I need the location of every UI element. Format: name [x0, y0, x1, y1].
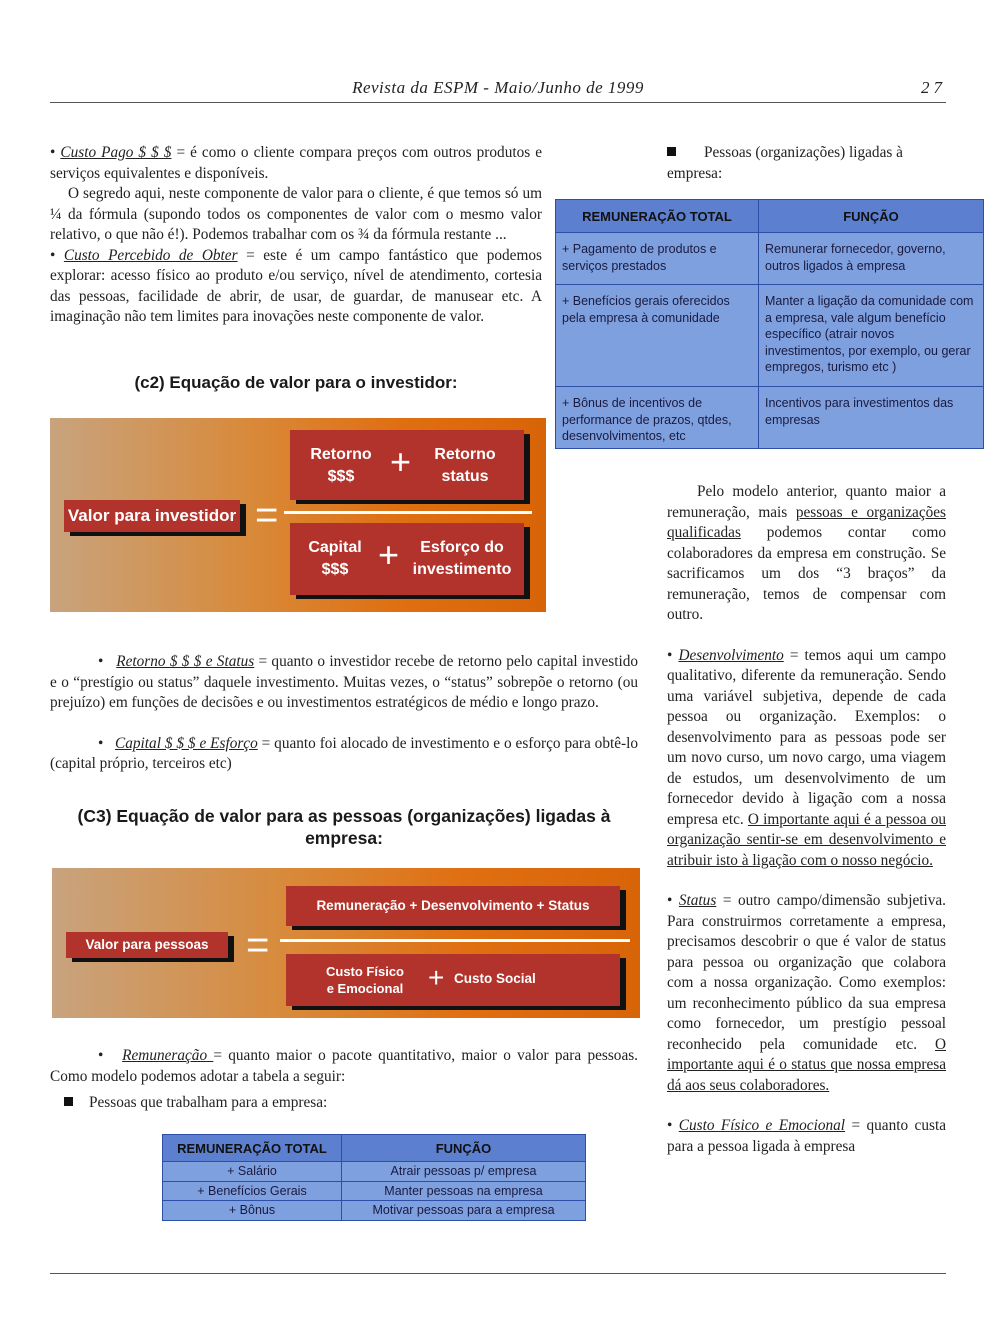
table-cell: Manter a ligação da comunidade com a empresa, vale algum benefício específico (atrair novos investimentos, por exemplo, ou gerar empregos, turismo etc ) — [759, 285, 984, 387]
table-cell: + Bônus de incentivos de performance de prazos, qtdes, desenvolvimentos, etc — [556, 387, 759, 449]
equals-sign: = — [255, 493, 279, 537]
square-bullet-icon — [667, 147, 676, 156]
term-retorno-status: Retorno $ $ $ e Status — [116, 653, 255, 670]
table-cell: + Salário — [163, 1162, 342, 1182]
term-custo-percebido: Custo Percebido de Obter — [63, 246, 238, 264]
table-cell: Incentivos para investimentos das empresas — [759, 387, 984, 449]
right-column-intro — [667, 143, 947, 184]
plus-sign: + — [390, 441, 412, 482]
investor-value-label: Valor para investidor — [64, 500, 240, 532]
paragraph-segredo: O segredo aqui, neste componente de valor para o cliente, é que temos só um ¼ da fórmula (supondo todos os componentes de valor com o mesmo valor relativo, o que não é!). Podemos trabalhar com os ¾ da fórmula restante ... — [50, 185, 542, 243]
paragraph-custo-percebido: • Custo Percebido de Obter = este é um campo fantástico que podemos explorar: acesso físico ao produto e/ou serviço, nível de atendimento, cortesia das pessoas, facilidade de abrir, de usar, de guardar, de manusear etc. A imaginação não tem limites para inovações neste componente de valor. — [50, 246, 542, 325]
table-header: REMUNERAÇÃO TOTAL — [163, 1135, 342, 1162]
paragraph-custo-fisico: • Custo Físico e Emocional = quanto custa para a pessoa ligada à empresa — [667, 1117, 946, 1155]
table-cell: Remunerar fornecedor, governo, outros ligados à empresa — [759, 233, 984, 285]
table-row — [163, 1181, 586, 1201]
term-custo-social: Custo Social — [454, 971, 536, 986]
paragraph-pessoas-ligadas: Pessoas (organizações) ligadas à empresa: — [667, 144, 903, 182]
left-column-middle — [50, 652, 638, 775]
term-remuneracao: Remuneração — [122, 1047, 214, 1064]
emphasis-desenvolvimento: O importante aqui é a pessoa ou organização sentir-se em desenvolvimento e atribuir isto à ligação com o nosso negócio. — [667, 810, 946, 869]
paragraph-custo-pago: • Custo Pago $ $ $ = é como o cliente compara preços com outros produtos e serviços equivalentes e disponíveis. — [50, 144, 543, 182]
table-row — [163, 1201, 586, 1221]
table-row — [556, 233, 984, 285]
term-status: Status — [678, 892, 717, 909]
paragraph-remuneracao: • Remuneração = quanto maior o pacote quantitativo, maior o valor para pessoas. Como modelo podemos adotar a tabela a seguir: — [50, 1047, 639, 1085]
equals-sign: = — [246, 923, 270, 967]
left-column-top — [50, 143, 542, 328]
table-cell: Motivar pessoas para a empresa — [342, 1201, 586, 1221]
paragraph-status: • Status = outro campo/dimensão subjetiva. Para construirmos corretamente a empresa, precisamos descobrir o que é valor de status para pessoa ou organização que colabora com a nossa organização. Como exemplos: um reconhecimento público da sua empresa como fornecedor, um prestígio pessoal reconhecido pela comunidade etc. O importante aqui é o status que nossa empresa dá aos seus colaboradores. — [667, 892, 946, 1094]
table-header: FUNÇÃO — [759, 200, 984, 233]
square-bullet-icon — [64, 1097, 73, 1106]
term-custo-fisico-emocional: Custo Físico e Emocional — [678, 1117, 846, 1134]
paragraph-desenvolvimento: • Desenvolvimento = temos aqui um campo qualitativo, diferente da remuneração. Sendo uma variável subjetiva, depende de cada pessoa ou organização. Exemplos: o desenvolvimento para as pessoas pode ser um novo curso, um novo cargo, uma viagem de estudos, um desenvolvimento de um fornecedor devido à ligação com a nossa empresa etc. O importante aqui é a pessoa ou organização sentir-se em desenvolvimento e atribuir isto à ligação com o nosso negócio. — [667, 646, 946, 869]
right-column-body — [667, 482, 946, 1157]
paragraph-capital: • Capital $ $ $ e Esforço = quanto foi alocado de investimento e o esforço para obtê-lo (capital próprio, terceiros etc) — [50, 734, 638, 772]
paragraph-pessoas-trabalham: Pessoas que trabalham para a empresa: — [50, 1093, 638, 1114]
table-row — [163, 1162, 586, 1182]
term-capital-money: Capital $$$ — [308, 539, 362, 578]
denominator-box — [286, 954, 620, 1006]
people-value-label: Valor para pessoas — [66, 932, 228, 958]
left-column-bottom — [50, 1046, 638, 1114]
term-capital-esforco: Capital $ $ $ e Esforço — [115, 734, 258, 752]
organizations-remuneration-table — [555, 199, 984, 449]
term-custo-pago: Custo Pago $ $ $ — [60, 144, 172, 161]
footer-divider — [50, 1273, 946, 1274]
link-pessoas-organizacoes: pessoas e organizações qualificadas — [667, 503, 947, 541]
term-retorno-status: Retorno status — [434, 446, 496, 485]
emphasis-status: O importante aqui é o status que nossa empresa dá aos seus colaboradores. — [667, 1035, 946, 1094]
paragraph-retorno: • Retorno $ $ $ e Status = quanto o investidor recebe de retorno pelo capital investido e o “prestígio ou status” daquele investimento. Muitas vezes, o “status” sobrepõe o retorno (ou prejuízo) em funções de decisões e ou investimentos estratégicos de médio e longo prazo. — [50, 653, 639, 711]
page-number: 27 — [921, 78, 946, 97]
fraction-bar — [284, 511, 532, 514]
employees-remuneration-table — [162, 1134, 586, 1221]
term-desenvolvimento: Desenvolvimento — [678, 646, 784, 664]
term-custo-fisico-emocional: Custo Físico e Emocional — [325, 964, 404, 996]
table-cell: + Benefícios Gerais — [163, 1181, 342, 1201]
denominator-box — [290, 523, 524, 595]
table-cell: + Benefícios gerais oferecidos pela empresa à comunidade — [556, 285, 759, 387]
numerator-box — [290, 430, 524, 500]
table-cell: + Pagamento de produtos e serviços prestados — [556, 233, 759, 285]
table-row — [556, 285, 984, 387]
table-header: FUNÇÃO — [342, 1135, 586, 1162]
table-cell: Manter pessoas na empresa — [342, 1181, 586, 1201]
people-value-diagram — [52, 868, 640, 1018]
heading-c2: (c2) Equação de valor para o investidor: — [134, 373, 458, 392]
plus-sign: + — [378, 534, 400, 575]
fraction-bar — [280, 939, 630, 942]
plus-sign: + — [428, 962, 445, 993]
header-divider — [50, 102, 946, 103]
table-row — [556, 387, 984, 449]
term-retorno-money: Retorno $$$ — [310, 446, 372, 485]
term-esforco: Esforço do investimento — [412, 539, 512, 578]
paragraph-modelo-anterior: Pelo modelo anterior, quanto maior a remuneração, mais pessoas e organizações qualificadas podemos contar como colaboradores da empresa em construção. Se sacrificamos um dos “3 braços” da remuneração, temos de compensar com outro. — [667, 483, 947, 623]
table-cell: + Bônus — [163, 1201, 342, 1221]
table-header: REMUNERAÇÃO TOTAL — [556, 200, 759, 233]
investor-value-diagram — [50, 418, 546, 612]
heading-c3: (C3) Equação de valor para as pessoas (organizações) ligadas à empresa: — [77, 806, 611, 848]
remuneracao-desenvolvimento-status: Remuneração + Desenvolvimento + Status — [316, 898, 590, 913]
numerator-box — [286, 886, 620, 926]
table-cell: Atrair pessoas p/ empresa — [342, 1162, 586, 1182]
running-header-title: Revista da ESPM - Maio/Junho de 1999 — [352, 78, 644, 97]
